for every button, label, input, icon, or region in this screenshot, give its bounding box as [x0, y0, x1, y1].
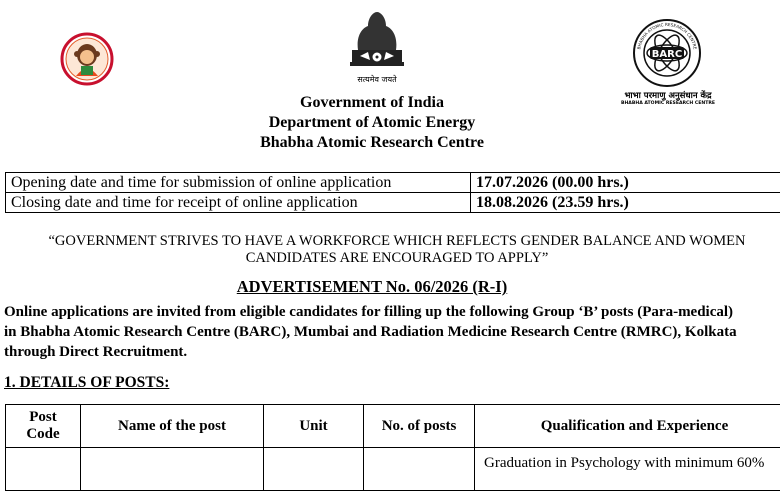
- header-line-2: Department of Atomic Energy: [200, 113, 544, 133]
- posts-table: [5, 404, 780, 491]
- barc-english-name: BHABHA ATOMIC RESEARCH CENTRE: [612, 101, 724, 106]
- post-code-cell: [6, 448, 81, 491]
- barc-hindi-name: भाभा परमाणु अनुसंधान केंद्र: [612, 90, 724, 101]
- gender-statement-line-1: “GOVERNMENT STRIVES TO HAVE A WORKFORCE WHICH REFLECTS GENDER BALANCE AND WOMEN: [4, 233, 780, 250]
- post-code-header-line-2: Code: [7, 426, 79, 443]
- qualification-text: Graduation in Psychology with minimum 60%: [476, 449, 780, 472]
- beti-bachao-logo: [60, 32, 114, 86]
- table-row: [6, 193, 780, 213]
- gender-balance-statement: [4, 233, 780, 267]
- national-emblem: [346, 6, 408, 84]
- post-code-header-line-1: Post: [7, 409, 79, 426]
- application-dates-table: [5, 172, 780, 213]
- intro-line-3: through Direct Recruitment.: [4, 342, 780, 362]
- intro-line-2: in Bhabha Atomic Research Centre (BARC), Mumbai and Radiation Medicine Research Centre (RMRC), Kolkata: [4, 322, 780, 342]
- intro-line-1: Online applications are invited from eligible candidates for filling up the following Group ‘B’ posts (Para-medical): [4, 302, 780, 322]
- gender-statement-line-2: CANDIDATES ARE ENCOURAGED TO APPLY”: [4, 250, 780, 267]
- closing-date-value: 18.08.2026 (23.59 hrs.): [471, 193, 780, 213]
- barc-acronym: BARC: [652, 49, 682, 60]
- barc-logo: [632, 18, 702, 88]
- qualification-header: Qualification and Experience: [475, 405, 780, 448]
- advertisement-title: ADVERTISEMENT No. 06/2026 (R-I): [200, 277, 544, 297]
- unit-header: Unit: [264, 405, 364, 448]
- qualification-cell: [475, 448, 780, 491]
- post-name-cell: [81, 448, 264, 491]
- opening-date-label: Opening date and time for submission of online application: [6, 173, 471, 193]
- closing-date-label: Closing date and time for receipt of online application: [6, 193, 471, 213]
- document-header: [200, 93, 544, 153]
- post-name-header: Name of the post: [81, 405, 264, 448]
- section-heading: 1. DETAILS OF POSTS:: [4, 374, 169, 392]
- header-line-3: Bhabha Atomic Research Centre: [200, 133, 544, 153]
- header-line-1: Government of India: [200, 93, 544, 113]
- table-header-row: [6, 405, 780, 448]
- post-code-header: [6, 405, 81, 448]
- no-of-posts-header: No. of posts: [364, 405, 475, 448]
- barc-ring-text: BHABHA ATOMIC RESEARCH CENTRE: [636, 22, 698, 50]
- no-of-posts-cell: [364, 448, 475, 491]
- unit-cell: [264, 448, 364, 491]
- intro-paragraph: [4, 302, 780, 362]
- table-row: [6, 173, 780, 193]
- emblem-motto: सत्यमेव जयते: [346, 74, 408, 85]
- opening-date-value: 17.07.2026 (00.00 hrs.): [471, 173, 780, 193]
- table-row: [6, 448, 780, 491]
